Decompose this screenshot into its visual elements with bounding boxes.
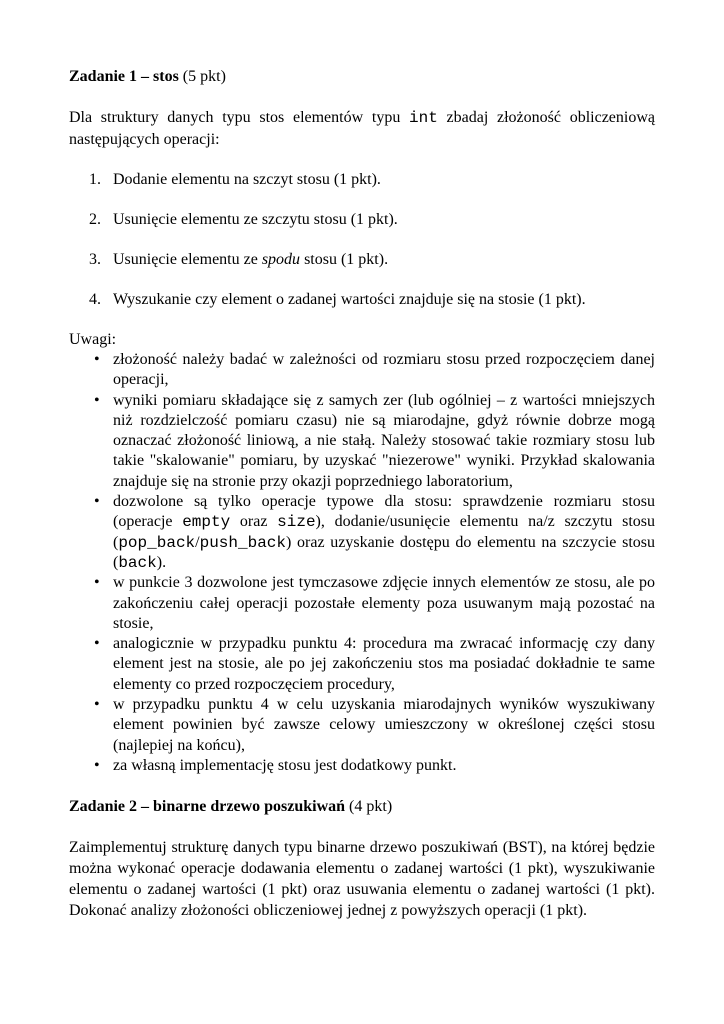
- note-text: ).: [156, 553, 167, 571]
- code-size: size: [277, 513, 316, 532]
- task2-heading: [69, 796, 655, 817]
- note-item: [69, 634, 655, 695]
- note-text: w punkcie 3 dozwolone jest tymczasowe zdjęcie innych elementów ze stosu, ale po zakończeniu całej operacji pozostałe elementy poza usuwanym mają pozostać na stosie,: [113, 574, 655, 632]
- note-item: [69, 350, 655, 391]
- task2-title: Zadanie 2 – binarne drzewo poszukiwań: [69, 798, 346, 816]
- notes-list: [69, 350, 655, 776]
- note-text: oraz: [230, 513, 278, 531]
- code-back: back: [118, 553, 157, 572]
- note-text: wyniki pomiaru składające się z samych zer (lub ogólniej – z wartości mniejszych niż rozdzielczość pomiaru czasu) nie są miarodajne, gdyż równie dobrze mogą oznaczać złożoność liniową, a nie stałą. Należy stosować takie rozmiary stosu lub takie "skalowanie" pomiaru, by uzyskać "niezerowe" wyniki. Przykład skalowania znajduje się na stronie przy okazji poprzedniego laboratorium,: [113, 391, 655, 490]
- task1-heading: [69, 66, 655, 87]
- operation-text-end: stosu (1 pkt).: [300, 251, 389, 268]
- bullet-icon: •: [94, 493, 100, 511]
- task1-intro-text: Dla struktury danych typu stos elementów typu: [69, 109, 410, 126]
- code-empty: empty: [182, 513, 231, 532]
- task1-intro-text-end: zbadaj złożoność obliczeniową następujących operacji:: [69, 109, 655, 148]
- task2-points: (4 pkt): [345, 798, 393, 816]
- note-text: ) oraz uzyskanie dostępu do elementu na szczycie stosu (: [113, 533, 655, 571]
- note-item: [69, 492, 655, 573]
- operation-text-emphasis: spodu: [261, 251, 301, 268]
- bullet-icon: •: [94, 756, 100, 774]
- task2-body: Zaimplementuj strukturę danych typu binarne drzewo poszukiwań (BST), na której będzie można wykonać operacje dodawania elementu o zadanej wartości (1 pkt), wyszukiwanie elementu o zadanej wartości (1 pkt) oraz usuwania elementu o zadanej wartości (1 pkt). Dokonać analizy złożoności obliczeniowej jednej z powyższych operacji (1 pkt).: [69, 839, 655, 920]
- bullet-icon: •: [94, 574, 100, 592]
- operation-text: Dodanie elementu na szczyt stosu (1 pkt).: [113, 171, 381, 188]
- bullet-icon: •: [94, 696, 100, 714]
- note-text: ), dodanie/usunięcie elementu na/z szczytu stosu (: [113, 513, 656, 551]
- bullet-icon: •: [94, 635, 100, 653]
- operation-text: Usunięcie elementu ze: [113, 251, 262, 268]
- bullet-icon: •: [94, 351, 100, 368]
- task1-title: Zadanie 1 – stos: [69, 68, 179, 85]
- note-item: [69, 756, 655, 776]
- operation-item: [69, 169, 655, 190]
- operation-number: 1.: [89, 171, 101, 188]
- note-text: dozwolone są tylko operacje typowe dla stosu: sprawdzenie rozmiaru stosu (operacje: [113, 493, 655, 531]
- task1-intro: [69, 107, 655, 150]
- note-item: [69, 391, 655, 492]
- note-item: [69, 695, 655, 756]
- operation-number: 4.: [89, 291, 101, 308]
- code-pop-back: pop_back: [118, 533, 196, 552]
- operation-number: 3.: [89, 251, 101, 268]
- note-text: złożoność należy badać w zależności od rozmiaru stosu przed rozpoczęciem danej operacji,: [113, 351, 655, 389]
- document-page: [69, 66, 655, 921]
- operation-text: Usunięcie elementu ze szczytu stosu (1 pkt).: [113, 211, 398, 228]
- note-text: /: [195, 533, 200, 551]
- operation-item: [69, 289, 655, 310]
- note-item: [69, 573, 655, 634]
- note-text: analogicznie w przypadku punktu 4: procedura ma zwracać informację czy dany element jest na stosie, ale po jej zakończeniu stos ma posiadać dokładnie te same elementy co przed rozpoczęciem procedury,: [113, 635, 655, 693]
- task1-points: (5 pkt): [178, 68, 226, 85]
- operation-item: [69, 249, 655, 270]
- operations-list: [69, 169, 655, 310]
- code-int: int: [409, 109, 438, 127]
- note-text: w przypadku punktu 4 w celu uzyskania miarodajnych wyników wyszukiwany element powinien być zawsze celowy umieszczony w określonej części stosu (najlepiej na końcu),: [113, 696, 655, 754]
- code-push-back: push_back: [199, 533, 287, 552]
- operation-number: 2.: [89, 211, 101, 228]
- note-text: za własną implementację stosu jest dodatkowy punkt.: [113, 756, 457, 774]
- operation-text: Wyszukanie czy element o zadanej wartości znajduje się na stosie (1 pkt).: [113, 291, 586, 308]
- operation-item: [69, 209, 655, 230]
- notes-label: Uwagi:: [69, 331, 117, 348]
- bullet-icon: •: [94, 391, 100, 409]
